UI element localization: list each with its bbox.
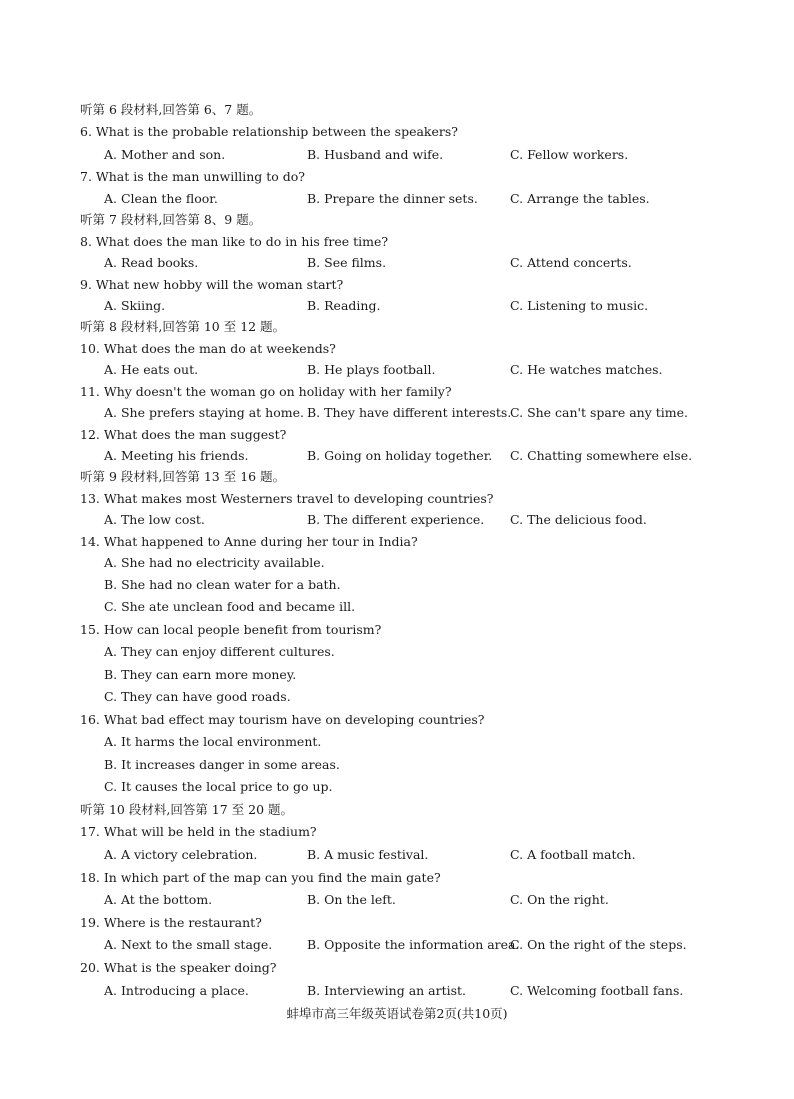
option-c: C. Arrange the tables. xyxy=(510,191,650,206)
option-c: C. She ate unclean food and became ill. xyxy=(104,599,356,614)
question-stem: 6. What is the probable relationship between the speakers? xyxy=(80,124,458,139)
option-b: B. The different experience. xyxy=(307,512,485,527)
question-stem: 10. What does the man do at weekends? xyxy=(80,341,336,356)
question-stem: 13. What makes most Westerners travel to developing countries? xyxy=(80,491,494,506)
option-b: B. Reading. xyxy=(307,298,381,313)
option-a: A. It harms the local environment. xyxy=(104,734,322,749)
option-c: C. The delicious food. xyxy=(510,512,647,527)
option-a: A. At the bottom. xyxy=(104,892,213,907)
option-a: A. Read books. xyxy=(104,255,199,270)
option-b: B. Husband and wife. xyxy=(307,147,444,162)
option-b: B. Interviewing an artist. xyxy=(307,983,467,998)
option-a: A. Introducing a place. xyxy=(104,983,249,998)
option-a: A. Meeting his friends. xyxy=(104,448,249,463)
option-row xyxy=(0,402,794,424)
question-stem: 18. In which part of the map can you find the main gate? xyxy=(80,870,441,885)
option-c: C. They can have good roads. xyxy=(104,689,291,704)
option-a: A. They can enjoy different cultures. xyxy=(104,644,335,659)
question-stem: 19. Where is the restaurant? xyxy=(80,915,262,930)
question-stem: 12. What does the man suggest? xyxy=(80,427,287,442)
option-c: C. It causes the local price to go up. xyxy=(104,779,333,794)
option-b: B. Opposite the information area. xyxy=(307,937,520,952)
question-stem: 15. How can local people benefit from tourism? xyxy=(80,622,382,637)
option-row xyxy=(0,359,794,381)
option-b: B. A music festival. xyxy=(307,847,429,862)
option-c: C. Chatting somewhere else. xyxy=(510,448,693,463)
option-a: A. She prefers staying at home. xyxy=(104,405,304,420)
option-a: A. Mother and son. xyxy=(104,147,226,162)
section-heading: 听第 10 段材料,回答第 17 至 20 题。 xyxy=(80,802,294,817)
option-row xyxy=(0,934,794,956)
option-c: C. Attend concerts. xyxy=(510,255,632,270)
option-c: C. Listening to music. xyxy=(510,298,649,313)
option-b: B. See films. xyxy=(307,255,387,270)
question-stem: 9. What new hobby will the woman start? xyxy=(80,277,344,292)
option-b: B. Prepare the dinner sets. xyxy=(307,191,478,206)
option-a: A. Next to the small stage. xyxy=(104,937,273,952)
option-row xyxy=(0,686,794,708)
option-row xyxy=(0,144,794,166)
section-heading: 听第 9 段材料,回答第 13 至 16 题。 xyxy=(80,469,286,484)
option-b: B. He plays football. xyxy=(307,362,436,377)
option-b: B. On the left. xyxy=(307,892,396,907)
option-a: A. He eats out. xyxy=(104,362,199,377)
option-row xyxy=(0,574,794,596)
option-b: B. Going on holiday together. xyxy=(307,448,493,463)
option-b: B. They can earn more money. xyxy=(104,667,297,682)
option-row xyxy=(0,295,794,317)
question-stem: 7. What is the man unwilling to do? xyxy=(80,169,305,184)
question-stem: 16. What bad effect may tourism have on developing countries? xyxy=(80,712,485,727)
question-stem: 17. What will be held in the stadium? xyxy=(80,824,317,839)
question-stem: 8. What does the man like to do in his free time? xyxy=(80,234,389,249)
option-row xyxy=(0,252,794,274)
option-row xyxy=(0,641,794,663)
option-row xyxy=(0,188,794,210)
option-b: B. They have different interests. xyxy=(307,405,512,420)
option-row xyxy=(0,889,794,911)
option-row xyxy=(0,664,794,686)
option-a: A. She had no electricity available. xyxy=(104,555,325,570)
option-c: C. Fellow workers. xyxy=(510,147,629,162)
option-row xyxy=(0,596,794,618)
option-b: B. It increases danger in some areas. xyxy=(104,757,340,772)
option-a: A. Clean the floor. xyxy=(104,191,218,206)
option-row xyxy=(0,776,794,798)
option-c: C. On the right of the steps. xyxy=(510,937,687,952)
section-heading: 听第 8 段材料,回答第 10 至 12 题。 xyxy=(80,319,286,334)
option-c: C. A football match. xyxy=(510,847,636,862)
option-row xyxy=(0,552,794,574)
option-row xyxy=(0,509,794,531)
option-row xyxy=(0,731,794,753)
question-stem: 14. What happened to Anne during her tour in India? xyxy=(80,534,418,549)
section-heading: 听第 7 段材料,回答第 8、9 题。 xyxy=(80,212,262,227)
option-row xyxy=(0,445,794,467)
option-c: C. She can't spare any time. xyxy=(510,405,688,420)
option-row xyxy=(0,980,794,1002)
option-a: A. The low cost. xyxy=(104,512,205,527)
question-stem: 11. Why doesn't the woman go on holiday with her family? xyxy=(80,384,452,399)
option-c: C. Welcoming football fans. xyxy=(510,983,684,998)
option-b: B. She had no clean water for a bath. xyxy=(104,577,341,592)
question-stem: 20. What is the speaker doing? xyxy=(80,960,277,975)
option-a: A. Skiing. xyxy=(104,298,166,313)
option-row xyxy=(0,754,794,776)
page-footer: 蚌埠市高三年级英语试卷第2页(共10页) xyxy=(286,1006,508,1021)
option-c: C. On the right. xyxy=(510,892,609,907)
section-heading: 听第 6 段材料,回答第 6、7 题。 xyxy=(80,102,262,117)
option-a: A. A victory celebration. xyxy=(104,847,258,862)
option-c: C. He watches matches. xyxy=(510,362,663,377)
option-row xyxy=(0,844,794,866)
